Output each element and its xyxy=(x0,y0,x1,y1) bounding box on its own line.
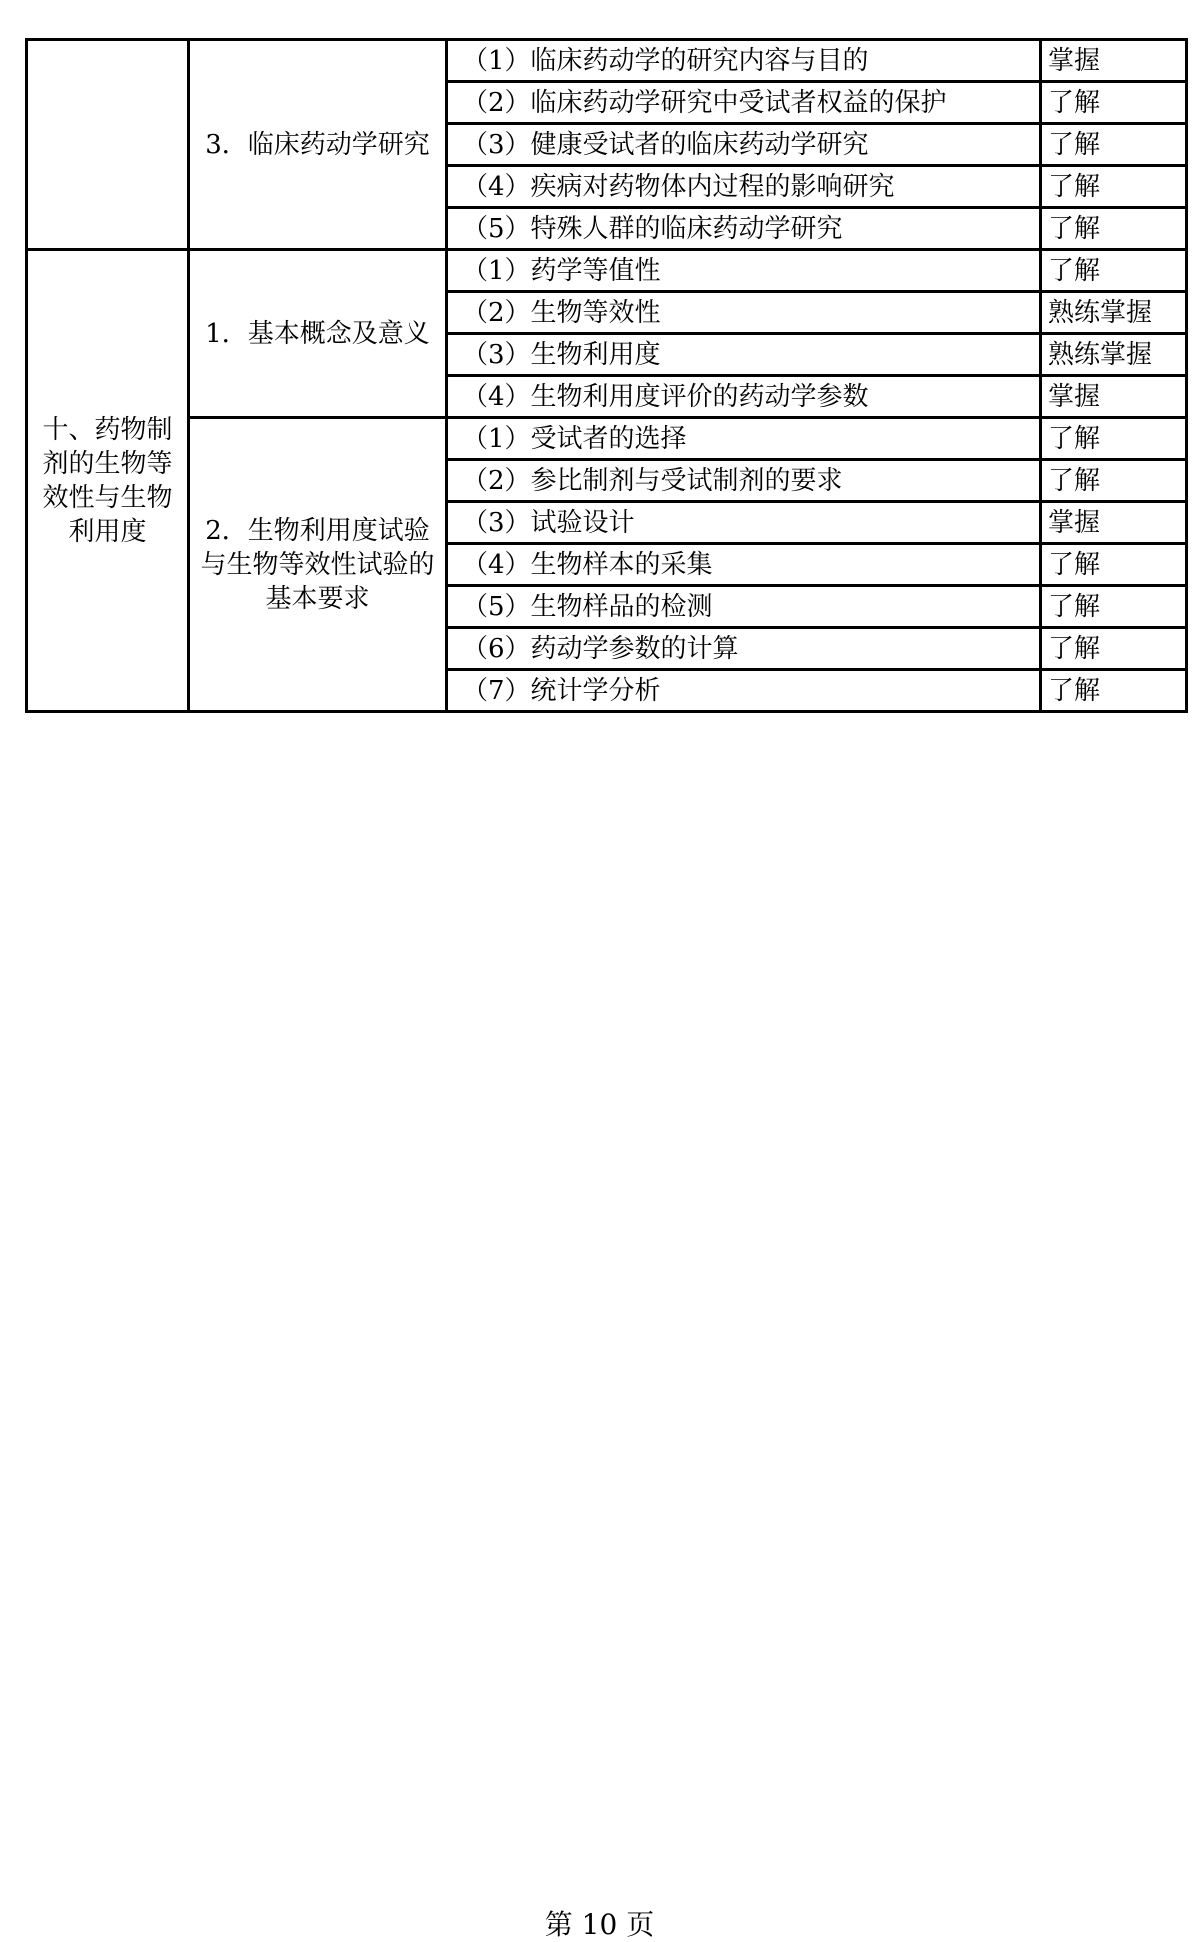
point-cell: （3）健康受试者的临床药动学研究 xyxy=(447,124,1041,166)
point-cell: （4）疾病对药物体内过程的影响研究 xyxy=(447,166,1041,208)
level-cell: 了解 xyxy=(1041,670,1187,712)
level-cell: 掌握 xyxy=(1041,40,1187,82)
level-cell: 掌握 xyxy=(1041,376,1187,418)
level-cell: 了解 xyxy=(1041,628,1187,670)
point-cell: （6）药动学参数的计算 xyxy=(447,628,1041,670)
point-cell: （2）生物等效性 xyxy=(447,292,1041,334)
level-cell: 了解 xyxy=(1041,418,1187,460)
topic-cell: 3．临床药动学研究 xyxy=(189,40,447,250)
point-cell: （5）特殊人群的临床药动学研究 xyxy=(447,208,1041,250)
point-cell: （2）参比制剂与受试制剂的要求 xyxy=(447,460,1041,502)
point-cell: （5）生物样品的检测 xyxy=(447,586,1041,628)
topic-cell: 2．生物利用度试验与生物等效性试验的基本要求 xyxy=(189,418,447,712)
level-cell: 了解 xyxy=(1041,460,1187,502)
point-cell: （1）受试者的选择 xyxy=(447,418,1041,460)
table-row xyxy=(27,418,1187,460)
level-cell: 了解 xyxy=(1041,166,1187,208)
page-number: 第 10 页 xyxy=(544,1908,655,1941)
level-cell: 了解 xyxy=(1041,544,1187,586)
point-cell: （7）统计学分析 xyxy=(447,670,1041,712)
level-cell: 熟练掌握 xyxy=(1041,334,1187,376)
point-cell: （1）药学等值性 xyxy=(447,250,1041,292)
level-cell: 了解 xyxy=(1041,124,1187,166)
point-cell: （3）试验设计 xyxy=(447,502,1041,544)
level-cell: 熟练掌握 xyxy=(1041,292,1187,334)
level-cell: 了解 xyxy=(1041,82,1187,124)
level-cell: 了解 xyxy=(1041,586,1187,628)
level-cell: 了解 xyxy=(1041,208,1187,250)
unit-cell: 十、药物制剂的生物等效性与生物利用度 xyxy=(27,250,189,712)
point-cell: （3）生物利用度 xyxy=(447,334,1041,376)
point-cell: （4）生物利用度评价的药动学参数 xyxy=(447,376,1041,418)
unit-cell xyxy=(27,40,189,250)
syllabus-table xyxy=(25,38,1188,713)
level-cell: 了解 xyxy=(1041,250,1187,292)
point-cell: （1）临床药动学的研究内容与目的 xyxy=(447,40,1041,82)
point-cell: （4）生物样本的采集 xyxy=(447,544,1041,586)
table-row xyxy=(27,250,1187,292)
topic-cell: 1．基本概念及意义 xyxy=(189,250,447,418)
level-cell: 掌握 xyxy=(1041,502,1187,544)
table-row xyxy=(27,40,1187,82)
point-cell: （2）临床药动学研究中受试者权益的保护 xyxy=(447,82,1041,124)
